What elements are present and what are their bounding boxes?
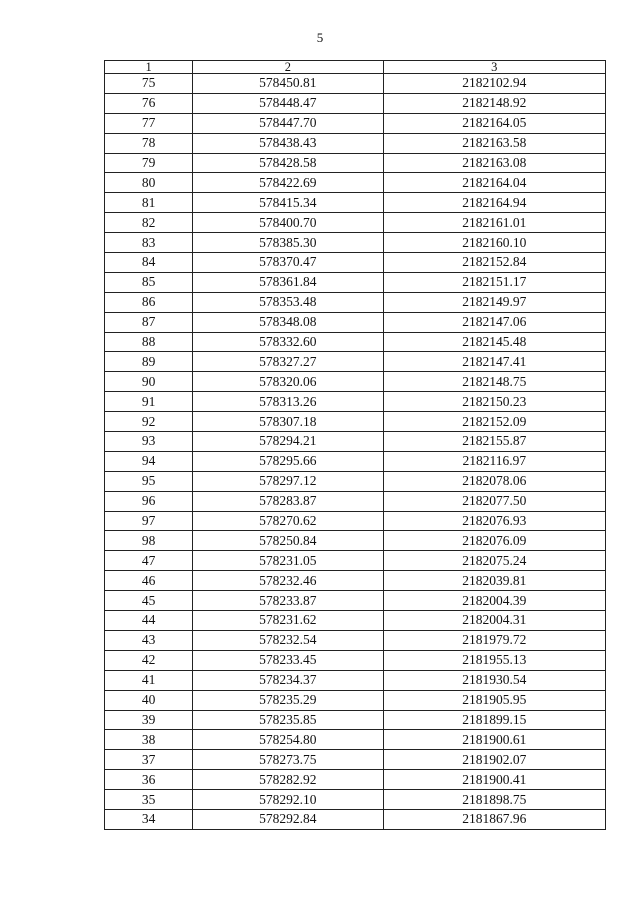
cell-point-number: 90 <box>105 372 193 392</box>
table-row <box>105 74 606 94</box>
cell-x-coordinate: 578422.69 <box>193 173 383 193</box>
cell-x-coordinate: 578327.27 <box>193 352 383 372</box>
cell-point-number: 41 <box>105 670 193 690</box>
cell-y-coordinate: 2182155.87 <box>383 432 605 452</box>
cell-point-number: 88 <box>105 332 193 352</box>
cell-x-coordinate: 578292.10 <box>193 790 383 810</box>
table-row <box>105 312 606 332</box>
cell-point-number: 81 <box>105 193 193 213</box>
cell-x-coordinate: 578353.48 <box>193 292 383 312</box>
cell-y-coordinate: 2182164.04 <box>383 173 605 193</box>
cell-x-coordinate: 578282.92 <box>193 770 383 790</box>
cell-y-coordinate: 2182077.50 <box>383 491 605 511</box>
page-number: 5 <box>316 30 324 45</box>
cell-x-coordinate: 578235.85 <box>193 710 383 730</box>
cell-x-coordinate: 578297.12 <box>193 471 383 491</box>
table-row <box>105 253 606 273</box>
table-row <box>105 412 606 432</box>
cell-y-coordinate: 2182102.94 <box>383 74 605 94</box>
header-x-coordinate: 2 <box>193 61 383 74</box>
cell-x-coordinate: 578348.08 <box>193 312 383 332</box>
cell-y-coordinate: 2182147.06 <box>383 312 605 332</box>
cell-x-coordinate: 578283.87 <box>193 491 383 511</box>
cell-x-coordinate: 578273.75 <box>193 750 383 770</box>
cell-x-coordinate: 578254.80 <box>193 730 383 750</box>
table-row <box>105 809 606 829</box>
cell-point-number: 92 <box>105 412 193 432</box>
table-row <box>105 352 606 372</box>
table-row <box>105 233 606 253</box>
cell-point-number: 40 <box>105 690 193 710</box>
table-row <box>105 451 606 471</box>
cell-y-coordinate: 2181900.41 <box>383 770 605 790</box>
table-row <box>105 511 606 531</box>
table-row <box>105 113 606 133</box>
table-header <box>105 61 606 74</box>
cell-point-number: 35 <box>105 790 193 810</box>
cell-y-coordinate: 2182147.41 <box>383 352 605 372</box>
table-row <box>105 491 606 511</box>
table-row <box>105 571 606 591</box>
cell-x-coordinate: 578233.87 <box>193 591 383 611</box>
cell-point-number: 94 <box>105 451 193 471</box>
table-row <box>105 372 606 392</box>
cell-x-coordinate: 578233.45 <box>193 650 383 670</box>
cell-y-coordinate: 2181899.15 <box>383 710 605 730</box>
cell-y-coordinate: 2182148.75 <box>383 372 605 392</box>
table-row <box>105 471 606 491</box>
cell-point-number: 96 <box>105 491 193 511</box>
cell-y-coordinate: 2181902.07 <box>383 750 605 770</box>
cell-x-coordinate: 578250.84 <box>193 531 383 551</box>
table-row <box>105 591 606 611</box>
cell-point-number: 98 <box>105 531 193 551</box>
cell-y-coordinate: 2182039.81 <box>383 571 605 591</box>
cell-point-number: 84 <box>105 253 193 273</box>
cell-point-number: 39 <box>105 710 193 730</box>
cell-y-coordinate: 2182116.97 <box>383 451 605 471</box>
cell-y-coordinate: 2181930.54 <box>383 670 605 690</box>
cell-y-coordinate: 2182004.39 <box>383 591 605 611</box>
table-row <box>105 153 606 173</box>
cell-point-number: 76 <box>105 93 193 113</box>
cell-x-coordinate: 578231.62 <box>193 611 383 631</box>
cell-point-number: 82 <box>105 213 193 233</box>
table-row <box>105 670 606 690</box>
cell-point-number: 79 <box>105 153 193 173</box>
table-row <box>105 213 606 233</box>
cell-x-coordinate: 578235.29 <box>193 690 383 710</box>
cell-y-coordinate: 2182145.48 <box>383 332 605 352</box>
cell-point-number: 77 <box>105 113 193 133</box>
cell-x-coordinate: 578292.84 <box>193 809 383 829</box>
cell-x-coordinate: 578270.62 <box>193 511 383 531</box>
table-row <box>105 710 606 730</box>
cell-point-number: 91 <box>105 392 193 412</box>
table-row <box>105 650 606 670</box>
cell-point-number: 75 <box>105 74 193 94</box>
header-point-number: 1 <box>105 61 193 74</box>
cell-y-coordinate: 2182148.92 <box>383 93 605 113</box>
cell-y-coordinate: 2182164.94 <box>383 193 605 213</box>
cell-x-coordinate: 578234.37 <box>193 670 383 690</box>
cell-point-number: 95 <box>105 471 193 491</box>
table-row <box>105 272 606 292</box>
cell-y-coordinate: 2181979.72 <box>383 630 605 650</box>
cell-point-number: 37 <box>105 750 193 770</box>
cell-point-number: 45 <box>105 591 193 611</box>
cell-y-coordinate: 2182164.05 <box>383 113 605 133</box>
cell-point-number: 46 <box>105 571 193 591</box>
table-row <box>105 292 606 312</box>
cell-x-coordinate: 578320.06 <box>193 372 383 392</box>
cell-y-coordinate: 2182160.10 <box>383 233 605 253</box>
cell-y-coordinate: 2182076.93 <box>383 511 605 531</box>
cell-y-coordinate: 2181867.96 <box>383 809 605 829</box>
cell-point-number: 78 <box>105 133 193 153</box>
cell-y-coordinate: 2182151.17 <box>383 272 605 292</box>
cell-y-coordinate: 2182004.31 <box>383 611 605 631</box>
cell-y-coordinate: 2182149.97 <box>383 292 605 312</box>
coordinates-table <box>104 60 606 830</box>
cell-x-coordinate: 578415.34 <box>193 193 383 213</box>
cell-x-coordinate: 578361.84 <box>193 272 383 292</box>
table-row <box>105 790 606 810</box>
table-row <box>105 750 606 770</box>
cell-point-number: 93 <box>105 432 193 452</box>
cell-x-coordinate: 578232.54 <box>193 630 383 650</box>
cell-x-coordinate: 578295.66 <box>193 451 383 471</box>
table-row <box>105 93 606 113</box>
cell-y-coordinate: 2182150.23 <box>383 392 605 412</box>
table-row <box>105 630 606 650</box>
cell-x-coordinate: 578385.30 <box>193 233 383 253</box>
cell-point-number: 38 <box>105 730 193 750</box>
table-row <box>105 770 606 790</box>
table-row <box>105 690 606 710</box>
table-row <box>105 392 606 412</box>
header-y-coordinate: 3 <box>383 61 605 74</box>
cell-x-coordinate: 578294.21 <box>193 432 383 452</box>
cell-point-number: 43 <box>105 630 193 650</box>
cell-y-coordinate: 2181898.75 <box>383 790 605 810</box>
header-row <box>105 61 606 74</box>
cell-x-coordinate: 578231.05 <box>193 551 383 571</box>
cell-x-coordinate: 578447.70 <box>193 113 383 133</box>
cell-point-number: 85 <box>105 272 193 292</box>
table-row <box>105 531 606 551</box>
cell-x-coordinate: 578400.70 <box>193 213 383 233</box>
cell-point-number: 42 <box>105 650 193 670</box>
table-row <box>105 730 606 750</box>
table-row <box>105 432 606 452</box>
cell-x-coordinate: 578313.26 <box>193 392 383 412</box>
cell-y-coordinate: 2181900.61 <box>383 730 605 750</box>
cell-y-coordinate: 2181905.95 <box>383 690 605 710</box>
cell-x-coordinate: 578307.18 <box>193 412 383 432</box>
cell-y-coordinate: 2182152.84 <box>383 253 605 273</box>
cell-y-coordinate: 2182163.58 <box>383 133 605 153</box>
cell-x-coordinate: 578448.47 <box>193 93 383 113</box>
cell-y-coordinate: 2181955.13 <box>383 650 605 670</box>
table-row <box>105 332 606 352</box>
cell-y-coordinate: 2182076.09 <box>383 531 605 551</box>
cell-y-coordinate: 2182152.09 <box>383 412 605 432</box>
table-row <box>105 193 606 213</box>
cell-x-coordinate: 578332.60 <box>193 332 383 352</box>
cell-point-number: 86 <box>105 292 193 312</box>
table-row <box>105 173 606 193</box>
cell-point-number: 47 <box>105 551 193 571</box>
cell-y-coordinate: 2182075.24 <box>383 551 605 571</box>
cell-point-number: 80 <box>105 173 193 193</box>
cell-x-coordinate: 578232.46 <box>193 571 383 591</box>
cell-y-coordinate: 2182078.06 <box>383 471 605 491</box>
cell-x-coordinate: 578428.58 <box>193 153 383 173</box>
table-row <box>105 551 606 571</box>
cell-point-number: 44 <box>105 611 193 631</box>
cell-x-coordinate: 578450.81 <box>193 74 383 94</box>
cell-y-coordinate: 2182161.01 <box>383 213 605 233</box>
cell-point-number: 89 <box>105 352 193 372</box>
table-row <box>105 133 606 153</box>
cell-point-number: 87 <box>105 312 193 332</box>
cell-y-coordinate: 2182163.08 <box>383 153 605 173</box>
cell-point-number: 34 <box>105 809 193 829</box>
cell-x-coordinate: 578438.43 <box>193 133 383 153</box>
cell-point-number: 97 <box>105 511 193 531</box>
cell-point-number: 36 <box>105 770 193 790</box>
table-body <box>105 74 606 830</box>
cell-x-coordinate: 578370.47 <box>193 253 383 273</box>
table-row <box>105 611 606 631</box>
cell-point-number: 83 <box>105 233 193 253</box>
